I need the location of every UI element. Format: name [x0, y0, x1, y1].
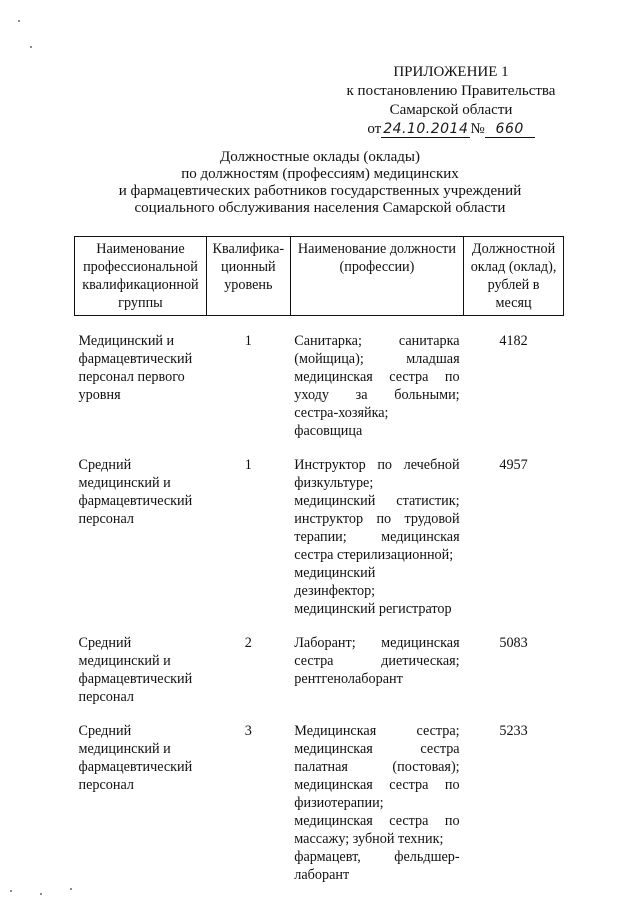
group-line: персонал	[78, 511, 134, 527]
position-line: палатная (постовая);	[294, 759, 460, 775]
header-line: профессиональной	[83, 259, 198, 275]
decree-reference: к постановлению Правительства	[346, 83, 556, 99]
qualification-level-cell: 3	[244, 723, 252, 739]
position-line: физкультуре;	[294, 475, 374, 491]
position-line: рентгенолаборант	[294, 671, 403, 687]
position-line: Инструктор по лечебной	[294, 457, 460, 473]
number-prefix: №	[470, 121, 485, 137]
title-line: Должностные оклады (оклады)	[219, 149, 421, 165]
position-line: фармацевт, фельдшер-	[294, 849, 460, 865]
group-line: фармацевтический	[78, 671, 193, 687]
position-line: медицинский статистик;	[294, 493, 460, 509]
group-line: уровня	[78, 387, 121, 403]
header-line: Квалифика-	[212, 241, 285, 257]
decree-date-number	[341, 120, 561, 139]
scan-speck	[40, 893, 42, 895]
position-line: сестра диетическая;	[294, 653, 460, 669]
scan-speck	[10, 890, 12, 892]
position-line: Лаборант; медицинская	[294, 635, 460, 651]
qualification-group-cell	[75, 706, 207, 884]
header-line: (профессии)	[339, 259, 415, 275]
position-line: сестра-хозяйка;	[294, 405, 389, 421]
table-header-row	[75, 237, 564, 316]
qualification-level-cell: 2	[244, 635, 252, 651]
position-line: медицинский регистратор	[294, 601, 452, 617]
position-line: медицинская сестра по	[294, 777, 460, 793]
group-line: Средний	[78, 723, 132, 739]
group-line: персонал	[78, 777, 134, 793]
region-name: Самарской области	[389, 102, 513, 118]
salary-cell: 5233	[499, 723, 528, 739]
header-line: квалификационной	[82, 277, 199, 293]
qualification-level-cell: 1	[244, 457, 252, 473]
header-line: ционный	[221, 259, 276, 275]
document-title	[90, 149, 550, 217]
position-line: фасовщица	[294, 423, 363, 439]
position-line: физиотерапии;	[294, 795, 384, 811]
position-line: дезинфектор;	[294, 583, 376, 599]
group-line: медицинский и	[78, 741, 171, 757]
header-line: рублей в	[487, 277, 540, 293]
table-row	[75, 440, 564, 618]
table-body	[75, 316, 564, 885]
header-line: Должностной	[471, 241, 556, 257]
date-prefix: от	[367, 121, 382, 137]
header-line: месяц	[495, 295, 532, 311]
header-line: оклад (оклад),	[470, 259, 557, 275]
position-line: массажу; зубной техник;	[294, 831, 444, 847]
decree-date: 24.10.2014	[383, 121, 469, 137]
title-line: по должностям (профессиям) медицинских	[181, 166, 459, 182]
scan-speck	[30, 46, 32, 48]
qualification-group-cell	[75, 440, 207, 618]
header-line: уровень	[224, 277, 273, 293]
group-line: фармацевтический	[78, 759, 193, 775]
group-line: персонал первого	[78, 369, 185, 385]
header-salary	[464, 237, 564, 316]
group-line: персонал	[78, 689, 134, 705]
header-line: группы	[118, 295, 163, 311]
appendix-block	[341, 63, 561, 139]
group-line: Средний	[78, 635, 132, 651]
qualification-group-cell	[75, 316, 207, 441]
group-line: Медицинский и	[78, 333, 175, 349]
salary-table	[74, 236, 564, 884]
position-line: лаборант	[294, 867, 350, 883]
header-line: Наименование должности	[297, 241, 456, 257]
position-line: уходу за больными;	[294, 387, 460, 403]
position-line: медицинская сестра	[294, 741, 460, 757]
table-row	[75, 316, 564, 441]
header-position	[290, 237, 463, 316]
group-line: фармацевтический	[78, 493, 193, 509]
qualification-group-cell	[75, 618, 207, 706]
scan-speck	[70, 888, 72, 890]
position-line: сестра стерилизационной;	[294, 547, 454, 563]
table-row	[75, 706, 564, 884]
appendix-label: ПРИЛОЖЕНИЕ 1	[393, 64, 509, 80]
salary-cell: 4957	[499, 457, 528, 473]
position-names-cell	[290, 316, 463, 441]
header-level	[206, 237, 290, 316]
title-line: и фармацевтических работников государственных учреждений	[118, 183, 522, 199]
table-row	[75, 618, 564, 706]
position-line: медицинская сестра по	[294, 813, 460, 829]
scan-speck	[18, 20, 20, 22]
group-line: фармацевтический	[78, 351, 193, 367]
salary-cell: 5083	[499, 635, 528, 651]
position-line: инструктор по трудовой	[294, 511, 460, 527]
position-names-cell	[290, 440, 463, 618]
group-line: медицинский и	[78, 653, 171, 669]
decree-number: 660	[485, 121, 535, 138]
position-line: Санитарка; санитарка	[294, 333, 460, 349]
position-line: медицинский	[294, 565, 376, 581]
position-names-cell	[290, 618, 463, 706]
salary-cell: 4182	[499, 333, 528, 349]
header-group	[75, 237, 207, 316]
group-line: Средний	[78, 457, 132, 473]
position-line: (мойщица); младшая	[294, 351, 460, 367]
position-names-cell	[290, 706, 463, 884]
position-line: Медицинская сестра;	[294, 723, 460, 739]
group-line: медицинский и	[78, 475, 171, 491]
header-line: Наименование	[96, 241, 185, 257]
position-line: терапии; медицинская	[294, 529, 460, 545]
title-line: социального обслуживания населения Самарской области	[134, 200, 506, 216]
position-line: медицинская сестра по	[294, 369, 460, 385]
qualification-level-cell: 1	[244, 333, 252, 349]
